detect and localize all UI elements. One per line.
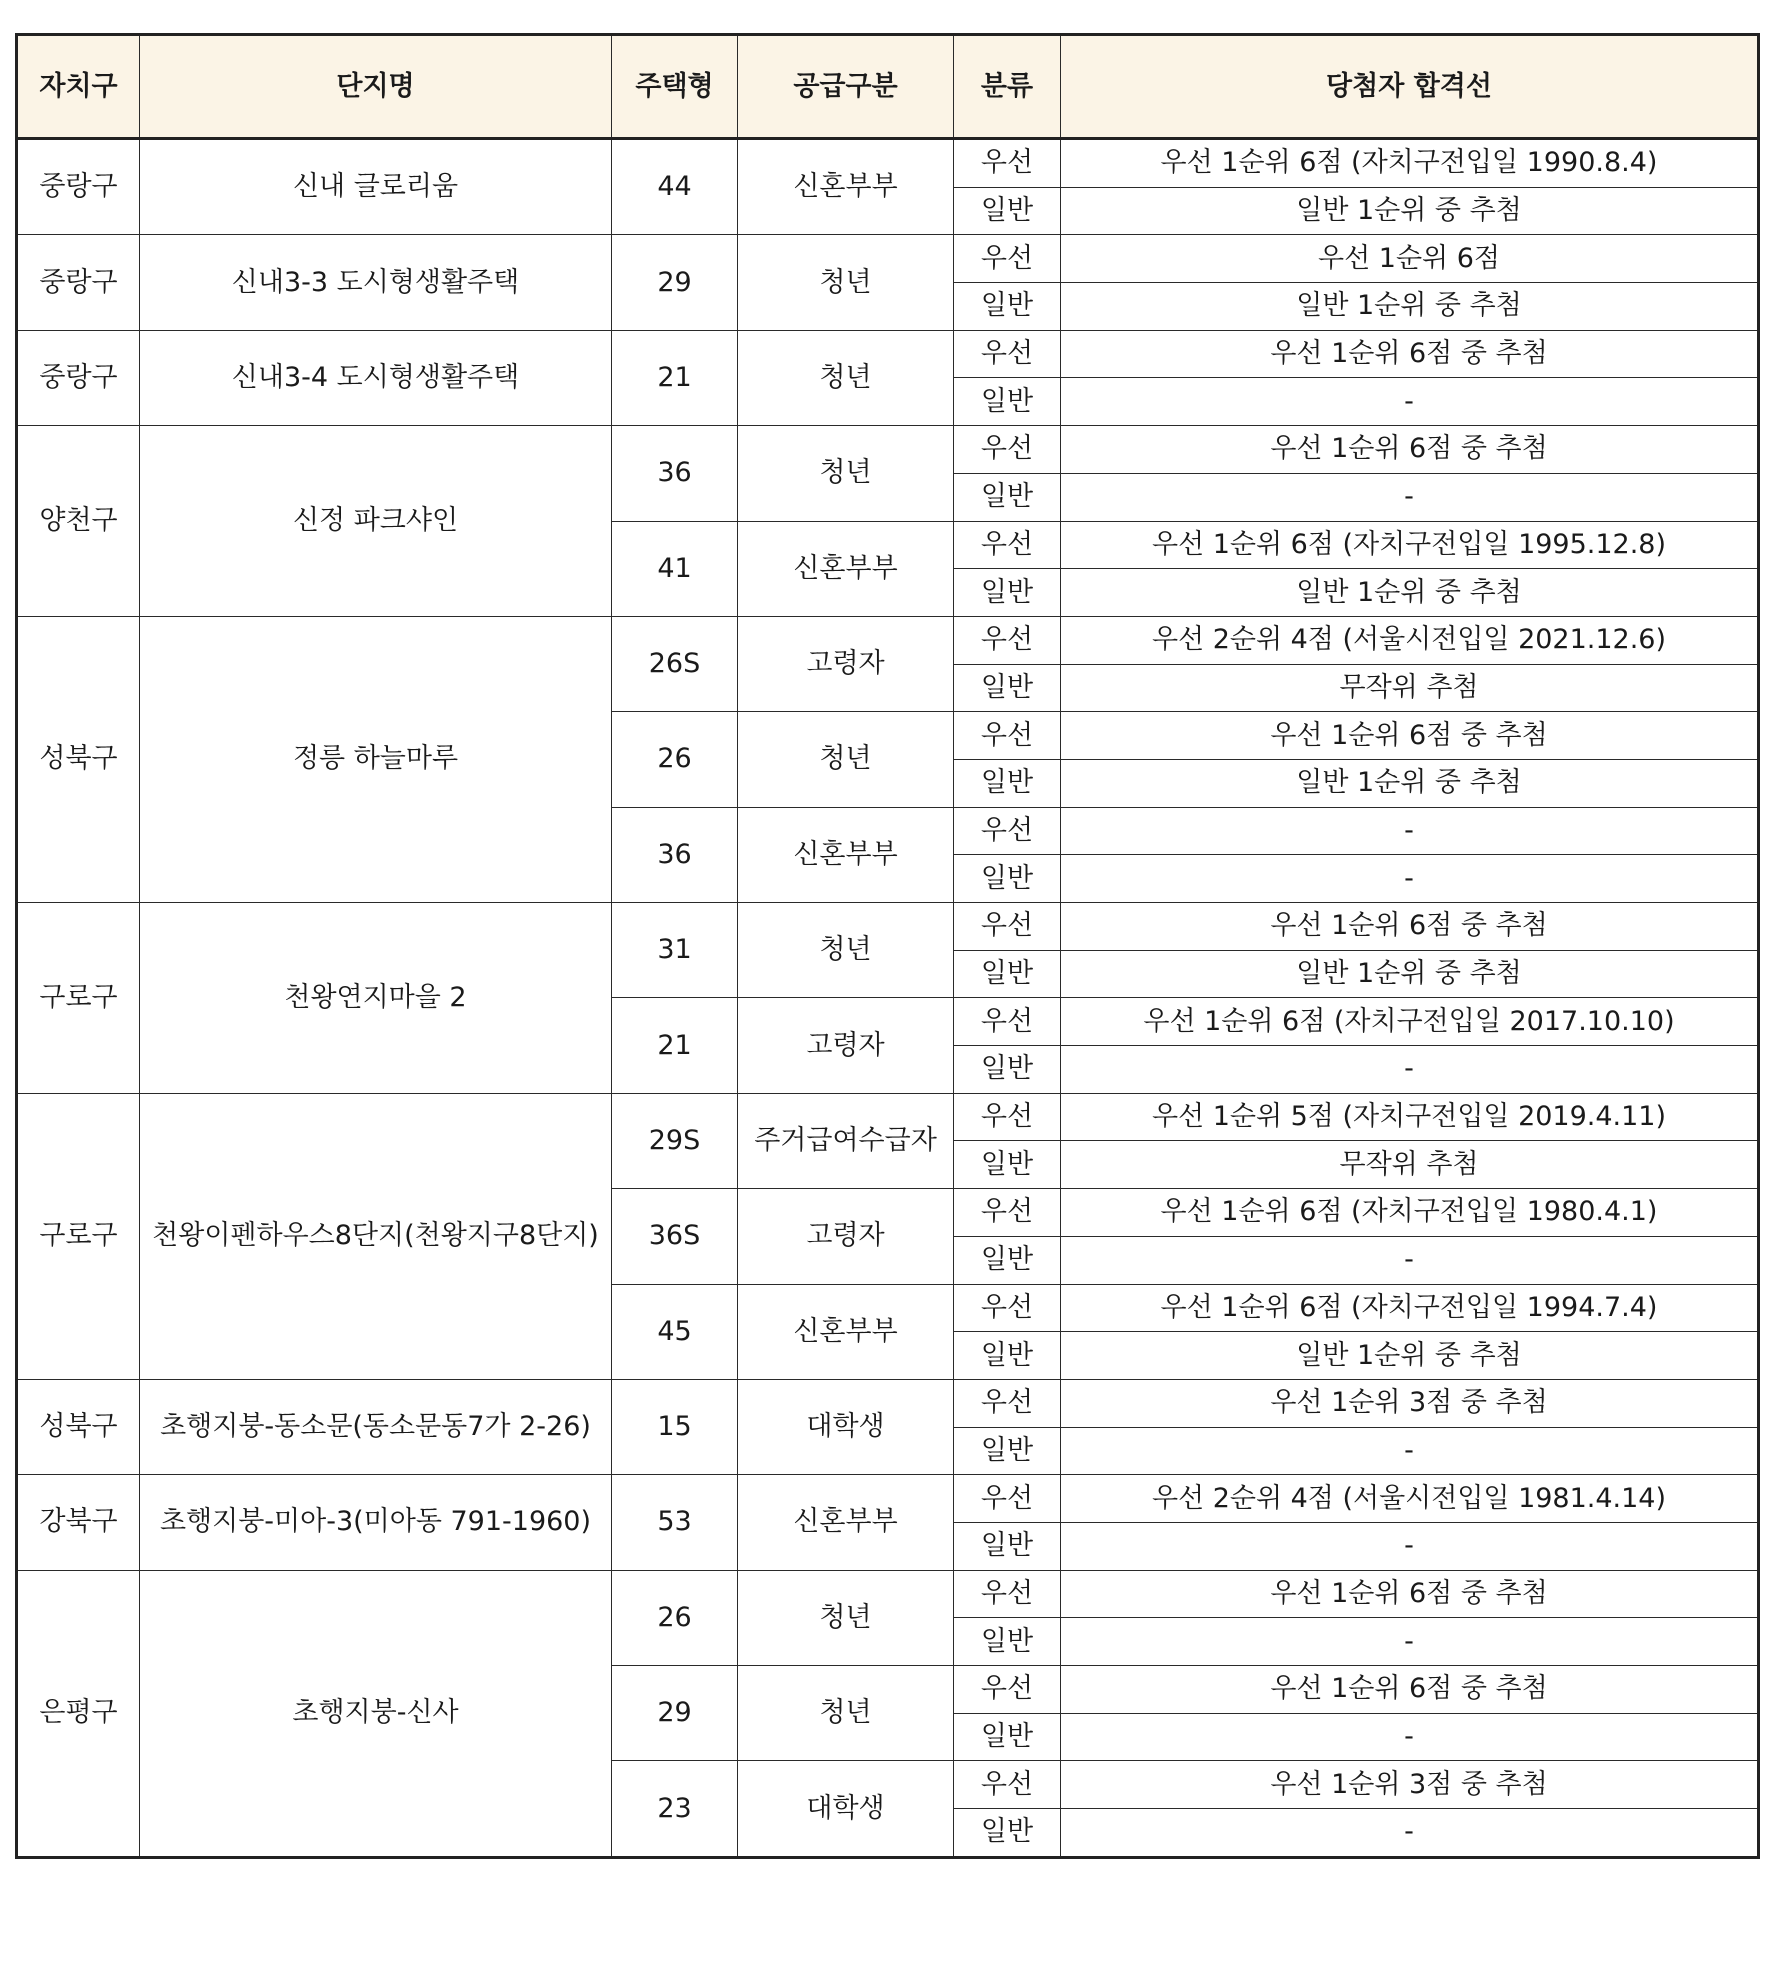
supply-cell: 고령자: [738, 998, 954, 1093]
category-cell: 일반: [954, 283, 1061, 331]
complex-cell: 정릉 하늘마루: [140, 616, 612, 902]
cutoff-cell: -: [1061, 1236, 1759, 1284]
category-cell: 우선: [954, 616, 1061, 664]
cutoff-cell: 우선 1순위 3점 중 추첨: [1061, 1379, 1759, 1427]
cutoff-cell: 우선 2순위 4점 (서울시전입일 1981.4.14): [1061, 1475, 1759, 1523]
house-type-cell: 29S: [612, 1093, 738, 1188]
header-complex: 단지명: [140, 35, 612, 139]
table-row: [17, 139, 1759, 188]
table-row: [17, 616, 1759, 664]
supply-cell: 고령자: [738, 616, 954, 711]
house-type-cell: 44: [612, 139, 738, 235]
table-row: [17, 1475, 1759, 1523]
cutoff-cell: 일반 1순위 중 추첨: [1061, 283, 1759, 331]
category-cell: 일반: [954, 759, 1061, 807]
complex-cell: 초행지붕-신사: [140, 1570, 612, 1857]
district-cell: 중랑구: [17, 139, 140, 235]
cutoff-cell: -: [1061, 1618, 1759, 1666]
category-cell: 일반: [954, 664, 1061, 712]
house-type-cell: 45: [612, 1284, 738, 1379]
category-cell: 우선: [954, 807, 1061, 855]
category-cell: 일반: [954, 1618, 1061, 1666]
district-cell: 성북구: [17, 616, 140, 902]
district-cell: 양천구: [17, 426, 140, 617]
cutoff-cell: -: [1061, 1522, 1759, 1570]
category-cell: 우선: [954, 139, 1061, 188]
category-cell: 우선: [954, 1761, 1061, 1809]
cutoff-cell: -: [1061, 1046, 1759, 1094]
category-cell: 일반: [954, 1713, 1061, 1761]
cutoff-cell: 우선 1순위 3점 중 추첨: [1061, 1761, 1759, 1809]
district-cell: 구로구: [17, 903, 140, 1094]
header-row: [17, 35, 1759, 139]
cutoff-cell: 우선 1순위 6점 (자치구전입일 1980.4.1): [1061, 1189, 1759, 1237]
complex-cell: 신내 글로리움: [140, 139, 612, 235]
table-header: [17, 35, 1759, 139]
cutoff-cell: 우선 1순위 6점 (자치구전입일 1995.12.8): [1061, 521, 1759, 569]
category-cell: 우선: [954, 1189, 1061, 1237]
table-row: [17, 235, 1759, 283]
supply-cell: 신혼부부: [738, 1475, 954, 1570]
supply-cell: 청년: [738, 1570, 954, 1665]
table-row: [17, 426, 1759, 474]
house-type-cell: 15: [612, 1379, 738, 1474]
house-type-cell: 36: [612, 426, 738, 521]
header-house-type: 주택형: [612, 35, 738, 139]
category-cell: 우선: [954, 1475, 1061, 1523]
district-cell: 구로구: [17, 1093, 140, 1379]
supply-cell: 주거급여수급자: [738, 1093, 954, 1188]
category-cell: 일반: [954, 378, 1061, 426]
cutoff-cell: 우선 1순위 6점 중 추첨: [1061, 330, 1759, 378]
supply-cell: 청년: [738, 235, 954, 330]
complex-cell: 초행지붕-동소문(동소문동7가 2-26): [140, 1379, 612, 1474]
header-supply: 공급구분: [738, 35, 954, 139]
table-row: [17, 330, 1759, 378]
complex-cell: 천왕이펜하우스8단지(천왕지구8단지): [140, 1093, 612, 1379]
table-row: [17, 903, 1759, 951]
category-cell: 우선: [954, 235, 1061, 283]
supply-cell: 청년: [738, 903, 954, 998]
house-type-cell: 26: [612, 1570, 738, 1665]
supply-cell: 대학생: [738, 1379, 954, 1474]
category-cell: 우선: [954, 426, 1061, 474]
category-cell: 일반: [954, 1236, 1061, 1284]
supply-cell: 대학생: [738, 1761, 954, 1857]
cutoff-cell: 우선 1순위 6점 중 추첨: [1061, 1570, 1759, 1618]
category-cell: 일반: [954, 1332, 1061, 1380]
table-row: [17, 1093, 1759, 1141]
category-cell: 일반: [954, 1046, 1061, 1094]
cutoff-cell: -: [1061, 1427, 1759, 1475]
house-type-cell: 36: [612, 807, 738, 902]
category-cell: 일반: [954, 950, 1061, 998]
category-cell: 일반: [954, 855, 1061, 903]
cutoff-cell: 일반 1순위 중 추첨: [1061, 950, 1759, 998]
category-cell: 우선: [954, 998, 1061, 1046]
supply-cell: 청년: [738, 330, 954, 425]
cutoff-cell: 우선 1순위 6점 중 추첨: [1061, 712, 1759, 760]
category-cell: 일반: [954, 569, 1061, 617]
cutoff-cell: -: [1061, 1809, 1759, 1858]
house-type-cell: 26S: [612, 616, 738, 711]
complex-cell: 신정 파크샤인: [140, 426, 612, 617]
supply-cell: 청년: [738, 712, 954, 807]
category-cell: 일반: [954, 473, 1061, 521]
house-type-cell: 41: [612, 521, 738, 616]
category-cell: 우선: [954, 1284, 1061, 1332]
complex-cell: 천왕연지마을 2: [140, 903, 612, 1094]
house-type-cell: 21: [612, 998, 738, 1093]
supply-cell: 고령자: [738, 1189, 954, 1284]
house-type-cell: 21: [612, 330, 738, 425]
supply-cell: 신혼부부: [738, 521, 954, 616]
category-cell: 우선: [954, 1379, 1061, 1427]
header-category: 분류: [954, 35, 1061, 139]
header-district: 자치구: [17, 35, 140, 139]
district-cell: 성북구: [17, 1379, 140, 1474]
house-type-cell: 29: [612, 1666, 738, 1761]
category-cell: 일반: [954, 1522, 1061, 1570]
category-cell: 우선: [954, 903, 1061, 951]
house-type-cell: 23: [612, 1761, 738, 1857]
cutoff-cell: 무작위 추첨: [1061, 1141, 1759, 1189]
cutoff-cell: 우선 1순위 6점 중 추첨: [1061, 1666, 1759, 1714]
cutoff-cell: 우선 1순위 6점 (자치구전입일 1990.8.4): [1061, 139, 1759, 188]
table-body: [17, 139, 1759, 1858]
cutoff-cell: 일반 1순위 중 추첨: [1061, 1332, 1759, 1380]
supply-cell: 신혼부부: [738, 1284, 954, 1379]
cutoff-cell: -: [1061, 1713, 1759, 1761]
table-row: [17, 1379, 1759, 1427]
cutoff-cell: -: [1061, 807, 1759, 855]
supply-cell: 신혼부부: [738, 807, 954, 902]
district-cell: 은평구: [17, 1570, 140, 1857]
cutoff-cell: 우선 1순위 6점: [1061, 235, 1759, 283]
house-type-cell: 36S: [612, 1189, 738, 1284]
complex-cell: 신내3-4 도시형생활주택: [140, 330, 612, 425]
cutoff-cell: 우선 1순위 6점 (자치구전입일 2017.10.10): [1061, 998, 1759, 1046]
cutoff-cell: -: [1061, 473, 1759, 521]
cutoff-table: [15, 33, 1760, 1859]
cutoff-cell: 우선 1순위 6점 중 추첨: [1061, 903, 1759, 951]
cutoff-cell: 우선 1순위 5점 (자치구전입일 2019.4.11): [1061, 1093, 1759, 1141]
district-cell: 중랑구: [17, 235, 140, 330]
cutoff-cell: 일반 1순위 중 추첨: [1061, 187, 1759, 235]
category-cell: 우선: [954, 1666, 1061, 1714]
cutoff-cell: 일반 1순위 중 추첨: [1061, 759, 1759, 807]
house-type-cell: 53: [612, 1475, 738, 1570]
supply-cell: 청년: [738, 1666, 954, 1761]
house-type-cell: 31: [612, 903, 738, 998]
supply-cell: 청년: [738, 426, 954, 521]
cutoff-cell: 우선 1순위 6점 (자치구전입일 1994.7.4): [1061, 1284, 1759, 1332]
cutoff-cell: 일반 1순위 중 추첨: [1061, 569, 1759, 617]
complex-cell: 초행지붕-미아-3(미아동 791-1960): [140, 1475, 612, 1570]
house-type-cell: 26: [612, 712, 738, 807]
supply-cell: 신혼부부: [738, 139, 954, 235]
district-cell: 중랑구: [17, 330, 140, 425]
house-type-cell: 29: [612, 235, 738, 330]
category-cell: 일반: [954, 1141, 1061, 1189]
category-cell: 일반: [954, 1809, 1061, 1858]
header-cutoff: 당첨자 합격선: [1061, 35, 1759, 139]
cutoff-cell: 우선 2순위 4점 (서울시전입일 2021.12.6): [1061, 616, 1759, 664]
category-cell: 우선: [954, 712, 1061, 760]
category-cell: 우선: [954, 521, 1061, 569]
category-cell: 우선: [954, 1093, 1061, 1141]
table-row: [17, 1570, 1759, 1618]
category-cell: 일반: [954, 187, 1061, 235]
cutoff-cell: -: [1061, 378, 1759, 426]
category-cell: 우선: [954, 1570, 1061, 1618]
category-cell: 일반: [954, 1427, 1061, 1475]
cutoff-cell: 무작위 추첨: [1061, 664, 1759, 712]
complex-cell: 신내3-3 도시형생활주택: [140, 235, 612, 330]
cutoff-cell: 우선 1순위 6점 중 추첨: [1061, 426, 1759, 474]
cutoff-cell: -: [1061, 855, 1759, 903]
district-cell: 강북구: [17, 1475, 140, 1570]
category-cell: 우선: [954, 330, 1061, 378]
